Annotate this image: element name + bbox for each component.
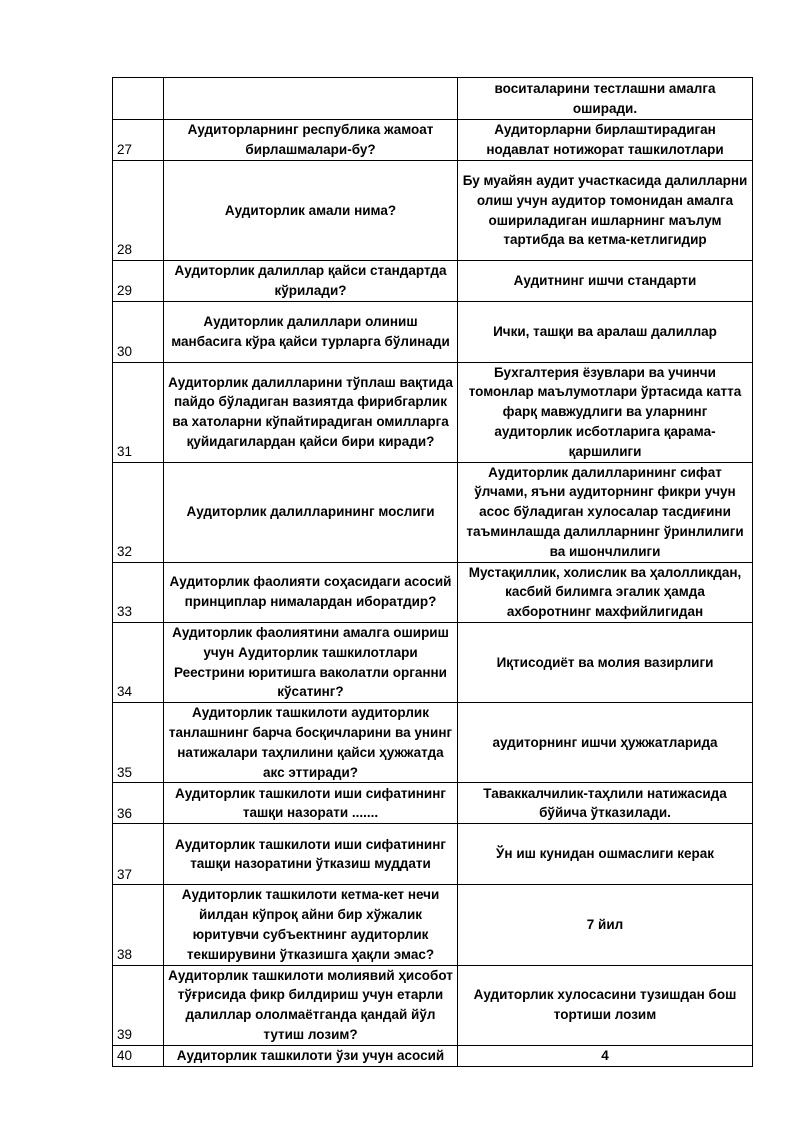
answer-cell: Аудиторлик хулосасини тузишдан бош тортиши лозим — [458, 965, 753, 1045]
question-cell: Аудиторлик далиллар қайси стандартда кўрилади? — [164, 261, 458, 302]
table-row — [113, 885, 753, 965]
table-row — [113, 362, 753, 462]
row-number: 39 — [113, 965, 164, 1045]
row-number: 33 — [113, 562, 164, 622]
row-number: 31 — [113, 362, 164, 462]
row-number — [113, 78, 164, 120]
question-cell: Аудиторлик ташкилоти аудиторлик танлашнинг барча босқичларини ва унинг натижалари таҳлилини қайси ҳужжатда акс эттиради? — [164, 703, 458, 783]
qa-table — [112, 77, 753, 1067]
row-number: 34 — [113, 622, 164, 702]
row-number: 35 — [113, 703, 164, 783]
question-cell: Аудиторлик ташкилоти ўзи учун асосий — [164, 1045, 458, 1066]
answer-cell: аудиторнинг ишчи ҳужжатларида — [458, 703, 753, 783]
answer-cell: Аудитнинг ишчи стандарти — [458, 261, 753, 302]
row-number: 28 — [113, 161, 164, 261]
answer-cell: 4 — [458, 1045, 753, 1066]
answer-cell: Аудиторларни бирлаштирадиган нодавлат нотижорат ташкилотлари — [458, 120, 753, 161]
question-cell: Аудиторлик ташкилоти кетма-кет нечи йилдан кўпроқ айни бир хўжалик юритувчи субъектнинг аудиторлик текширувини ўтказишга ҳақли эмас? — [164, 885, 458, 965]
answer-cell: Аудиторлик далилларининг сифат ўлчами, яъни аудиторнинг фикри учун асос бўладиган хулосалар тасдиғини таъминлашда далилларнинг ўринлилиги ва ишончлилиги — [458, 462, 753, 562]
answer-cell: 7 йил — [458, 885, 753, 965]
row-number: 37 — [113, 824, 164, 885]
question-cell: Аудиторлик ташкилоти иши сифатининг ташқи назоратини ўтказиш муддати — [164, 824, 458, 885]
question-cell: Аудиторлик далилларининг мослиги — [164, 462, 458, 562]
answer-cell: воситаларини тестлашни амалга оширади. — [458, 78, 753, 120]
table-row — [113, 120, 753, 161]
answer-cell: Таваккалчилик-таҳлили натижасида бўйича ўтказилади. — [458, 783, 753, 824]
table-row — [113, 703, 753, 783]
table-row — [113, 783, 753, 824]
question-cell: Аудиторлик амали нима? — [164, 161, 458, 261]
answer-cell: Бухгалтерия ёзувлари ва учинчи томонлар маълумотлари ўртасида катта фарқ мавжудлиги ва уларнинг аудиторлик исботларига қарама-қаршилиги — [458, 362, 753, 462]
table-row — [113, 301, 753, 362]
question-cell: Аудиторлик далиллари олиниш манбасига кўра қайси турларга бўлинади — [164, 301, 458, 362]
question-cell: Аудиторлик ташкилоти молиявий ҳисобот тўғрисида фикр билдириш учун етарли далиллар ололмаётганда қандай йўл тутиш лозим? — [164, 965, 458, 1045]
row-number: 30 — [113, 301, 164, 362]
table-row — [113, 562, 753, 622]
question-cell: Аудиторларнинг республика жамоат бирлашмалари-бу? — [164, 120, 458, 161]
row-number: 40 — [113, 1045, 164, 1066]
table-row — [113, 1045, 753, 1066]
row-number: 38 — [113, 885, 164, 965]
table-row — [113, 965, 753, 1045]
question-cell: Аудиторлик далилларини тўплаш вақтида пайдо бўладиган вазиятда фирибгарлик ва хатоларни кўпайтирадиган омилларга қуйидагилардан қайси бири киради? — [164, 362, 458, 462]
row-number: 32 — [113, 462, 164, 562]
answer-cell: Мустақиллик, холислик ва ҳалолликдан, касбий билимга эгалик ҳамда ахборотнинг махфийлигидан — [458, 562, 753, 622]
answer-cell: Бу муайян аудит участкасида далилларни олиш учун аудитор томонидан амалга ошириладиган ишларнинг маълум тартибда ва кетма-кетлигидир — [458, 161, 753, 261]
table-row — [113, 261, 753, 302]
row-number: 36 — [113, 783, 164, 824]
question-cell: Аудиторлик фаолиятини амалга ошириш учун Аудиторлик ташкилотлари Реестрини юритишга ваколатли органни кўсатинг? — [164, 622, 458, 702]
question-cell: Аудиторлик фаолияти соҳасидаги асосий принциплар нималардан иборатдир? — [164, 562, 458, 622]
table-row — [113, 824, 753, 885]
row-number: 29 — [113, 261, 164, 302]
table-row — [113, 161, 753, 261]
answer-cell: Ички, ташқи ва аралаш далиллар — [458, 301, 753, 362]
table-row — [113, 462, 753, 562]
question-cell: Аудиторлик ташкилоти иши сифатининг ташқи назорати ....... — [164, 783, 458, 824]
answer-cell: Иқтисодиёт ва молия вазирлиги — [458, 622, 753, 702]
table-row — [113, 622, 753, 702]
row-number: 27 — [113, 120, 164, 161]
table-row — [113, 78, 753, 120]
question-cell — [164, 78, 458, 120]
answer-cell: Ўн иш кунидан ошмаслиги керак — [458, 824, 753, 885]
